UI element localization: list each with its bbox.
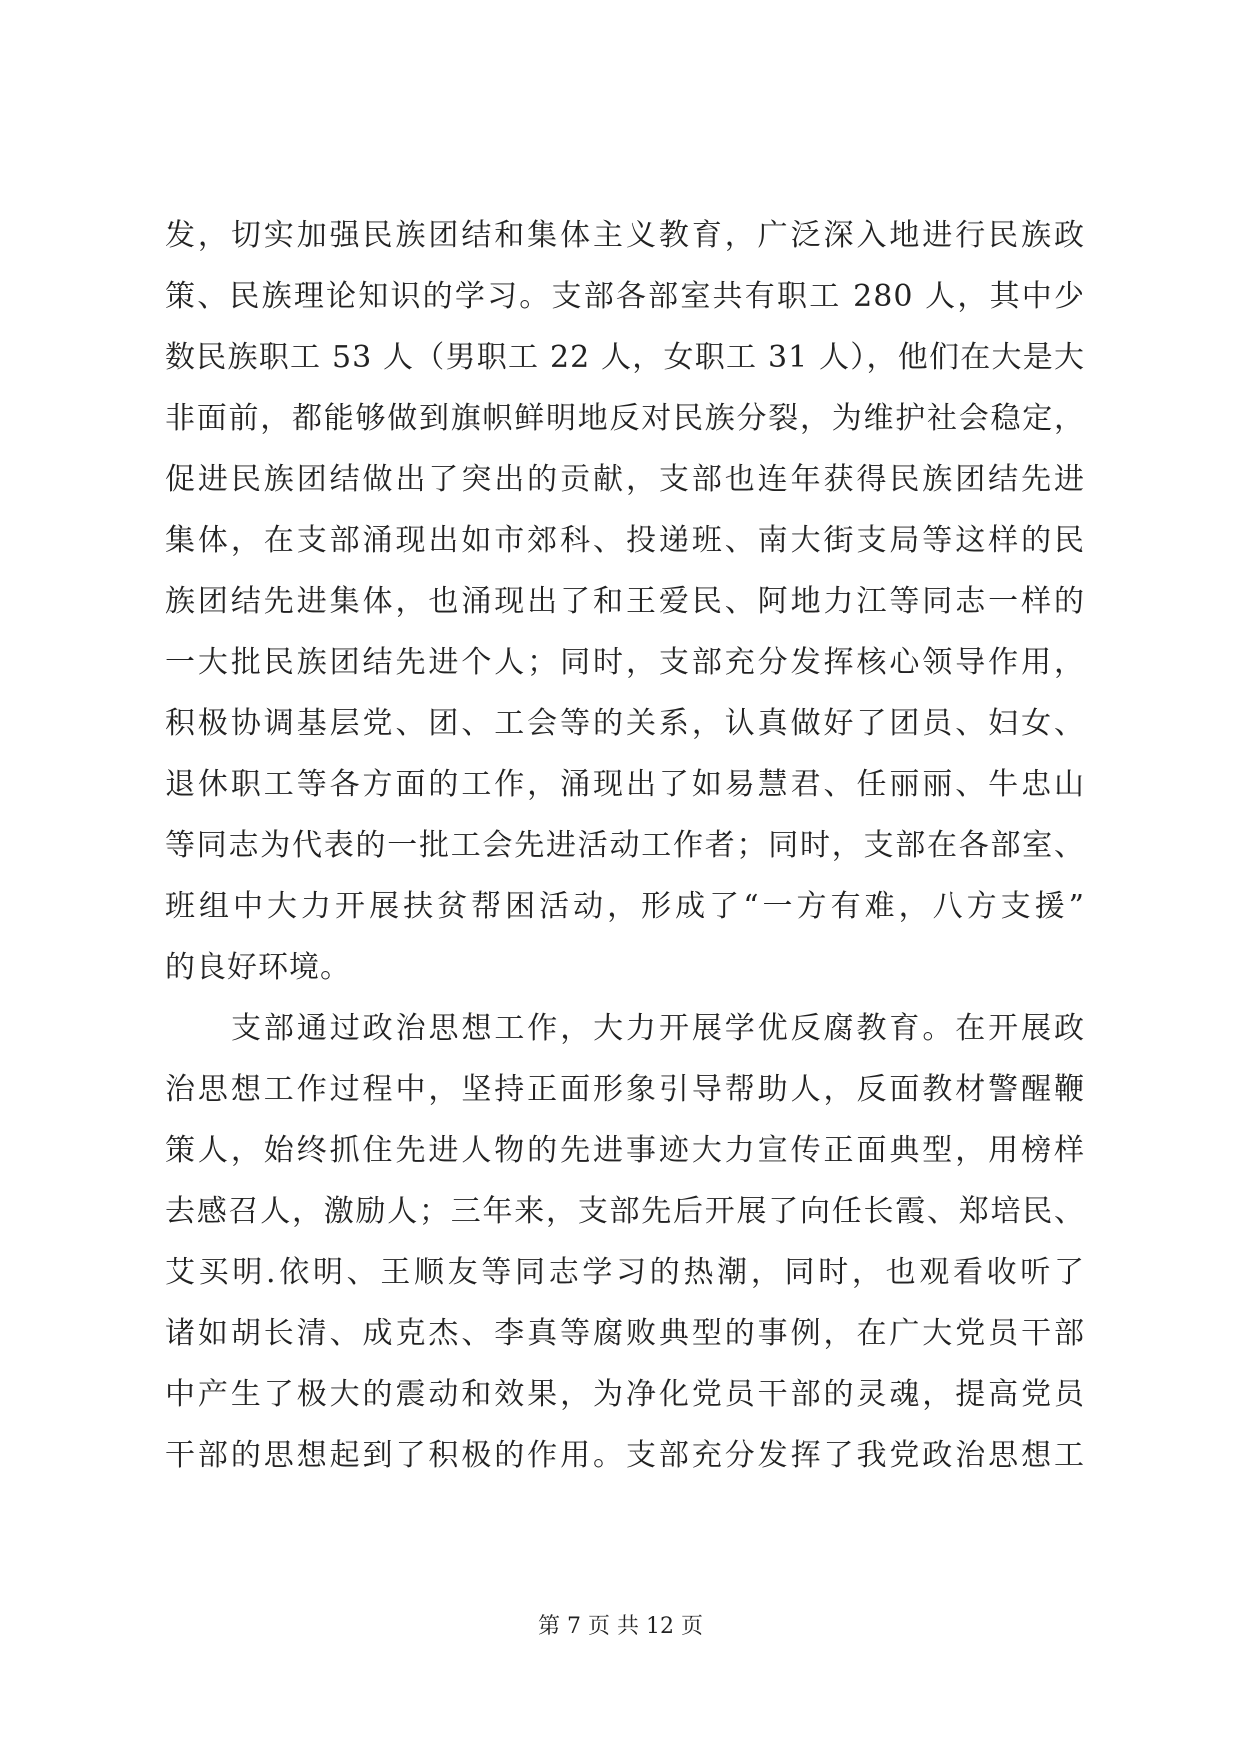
text-line: 诸如胡长清、成克杰、李真等腐败典型的事例，在广大党员干部: [165, 1316, 1085, 1351]
text-line: 积极协调基层党、团、工会等的关系，认真做好了团员、妇女、: [165, 706, 1085, 741]
text-line: 一大批民族团结先进个人；同时，支部充分发挥核心领导作用，: [165, 645, 1085, 680]
text-line: 策人，始终抓住先进人物的先进事迹大力宣传正面典型，用榜样: [165, 1133, 1085, 1168]
text-line: 的良好环境。: [165, 950, 351, 985]
paragraph-1: [165, 205, 1085, 998]
text-line: 中产生了极大的震动和效果，为净化党员干部的灵魂，提高党员: [165, 1377, 1085, 1412]
paragraph-2: [165, 998, 1085, 1486]
text-line: 促进民族团结做出了突出的贡献，支部也连年获得民族团结先进: [165, 462, 1085, 497]
page-number: 第 7 页 共 12 页: [538, 1614, 703, 1639]
text-line: 干部的思想起到了积极的作用。支部充分发挥了我党政治思想工: [165, 1438, 1085, 1473]
text-line: 治思想工作过程中，坚持正面形象引导帮助人，反面教材警醒鞭: [165, 1072, 1085, 1107]
text-line: 策、民族理论知识的学习。支部各部室共有职工 280 人，其中少: [165, 279, 1085, 314]
text-line: 发，切实加强民族团结和集体主义教育，广泛深入地进行民族政: [165, 218, 1085, 253]
text-line: 班组中大力开展扶贫帮困活动，形成了“一方有难，八方支援”: [165, 889, 1085, 924]
text-line: 退休职工等各方面的工作，涌现出了如易慧君、任丽丽、牛忠山: [165, 767, 1085, 802]
text-line: 去感召人，激励人；三年来，支部先后开展了向任长霞、郑培民、: [165, 1194, 1085, 1229]
text-line: 集体，在支部涌现出如市郊科、投递班、南大街支局等这样的民: [165, 523, 1085, 558]
page-footer: [0, 1612, 1241, 1642]
text-line: 支部通过政治思想工作，大力开展学优反腐教育。在开展政: [231, 1011, 1085, 1046]
text-line: 数民族职工 53 人（男职工 22 人，女职工 31 人），他们在大是大: [165, 340, 1085, 375]
text-line: 艾买明.依明、王顺友等同志学习的热潮，同时，也观看收听了: [165, 1255, 1085, 1290]
text-line: 非面前，都能够做到旗帜鲜明地反对民族分裂，为维护社会稳定，: [165, 401, 1085, 436]
document-body: [165, 205, 1085, 1486]
text-line: 族团结先进集体，也涌现出了和王爱民、阿地力江等同志一样的: [165, 584, 1085, 619]
text-line: 等同志为代表的一批工会先进活动工作者；同时，支部在各部室、: [165, 828, 1085, 863]
